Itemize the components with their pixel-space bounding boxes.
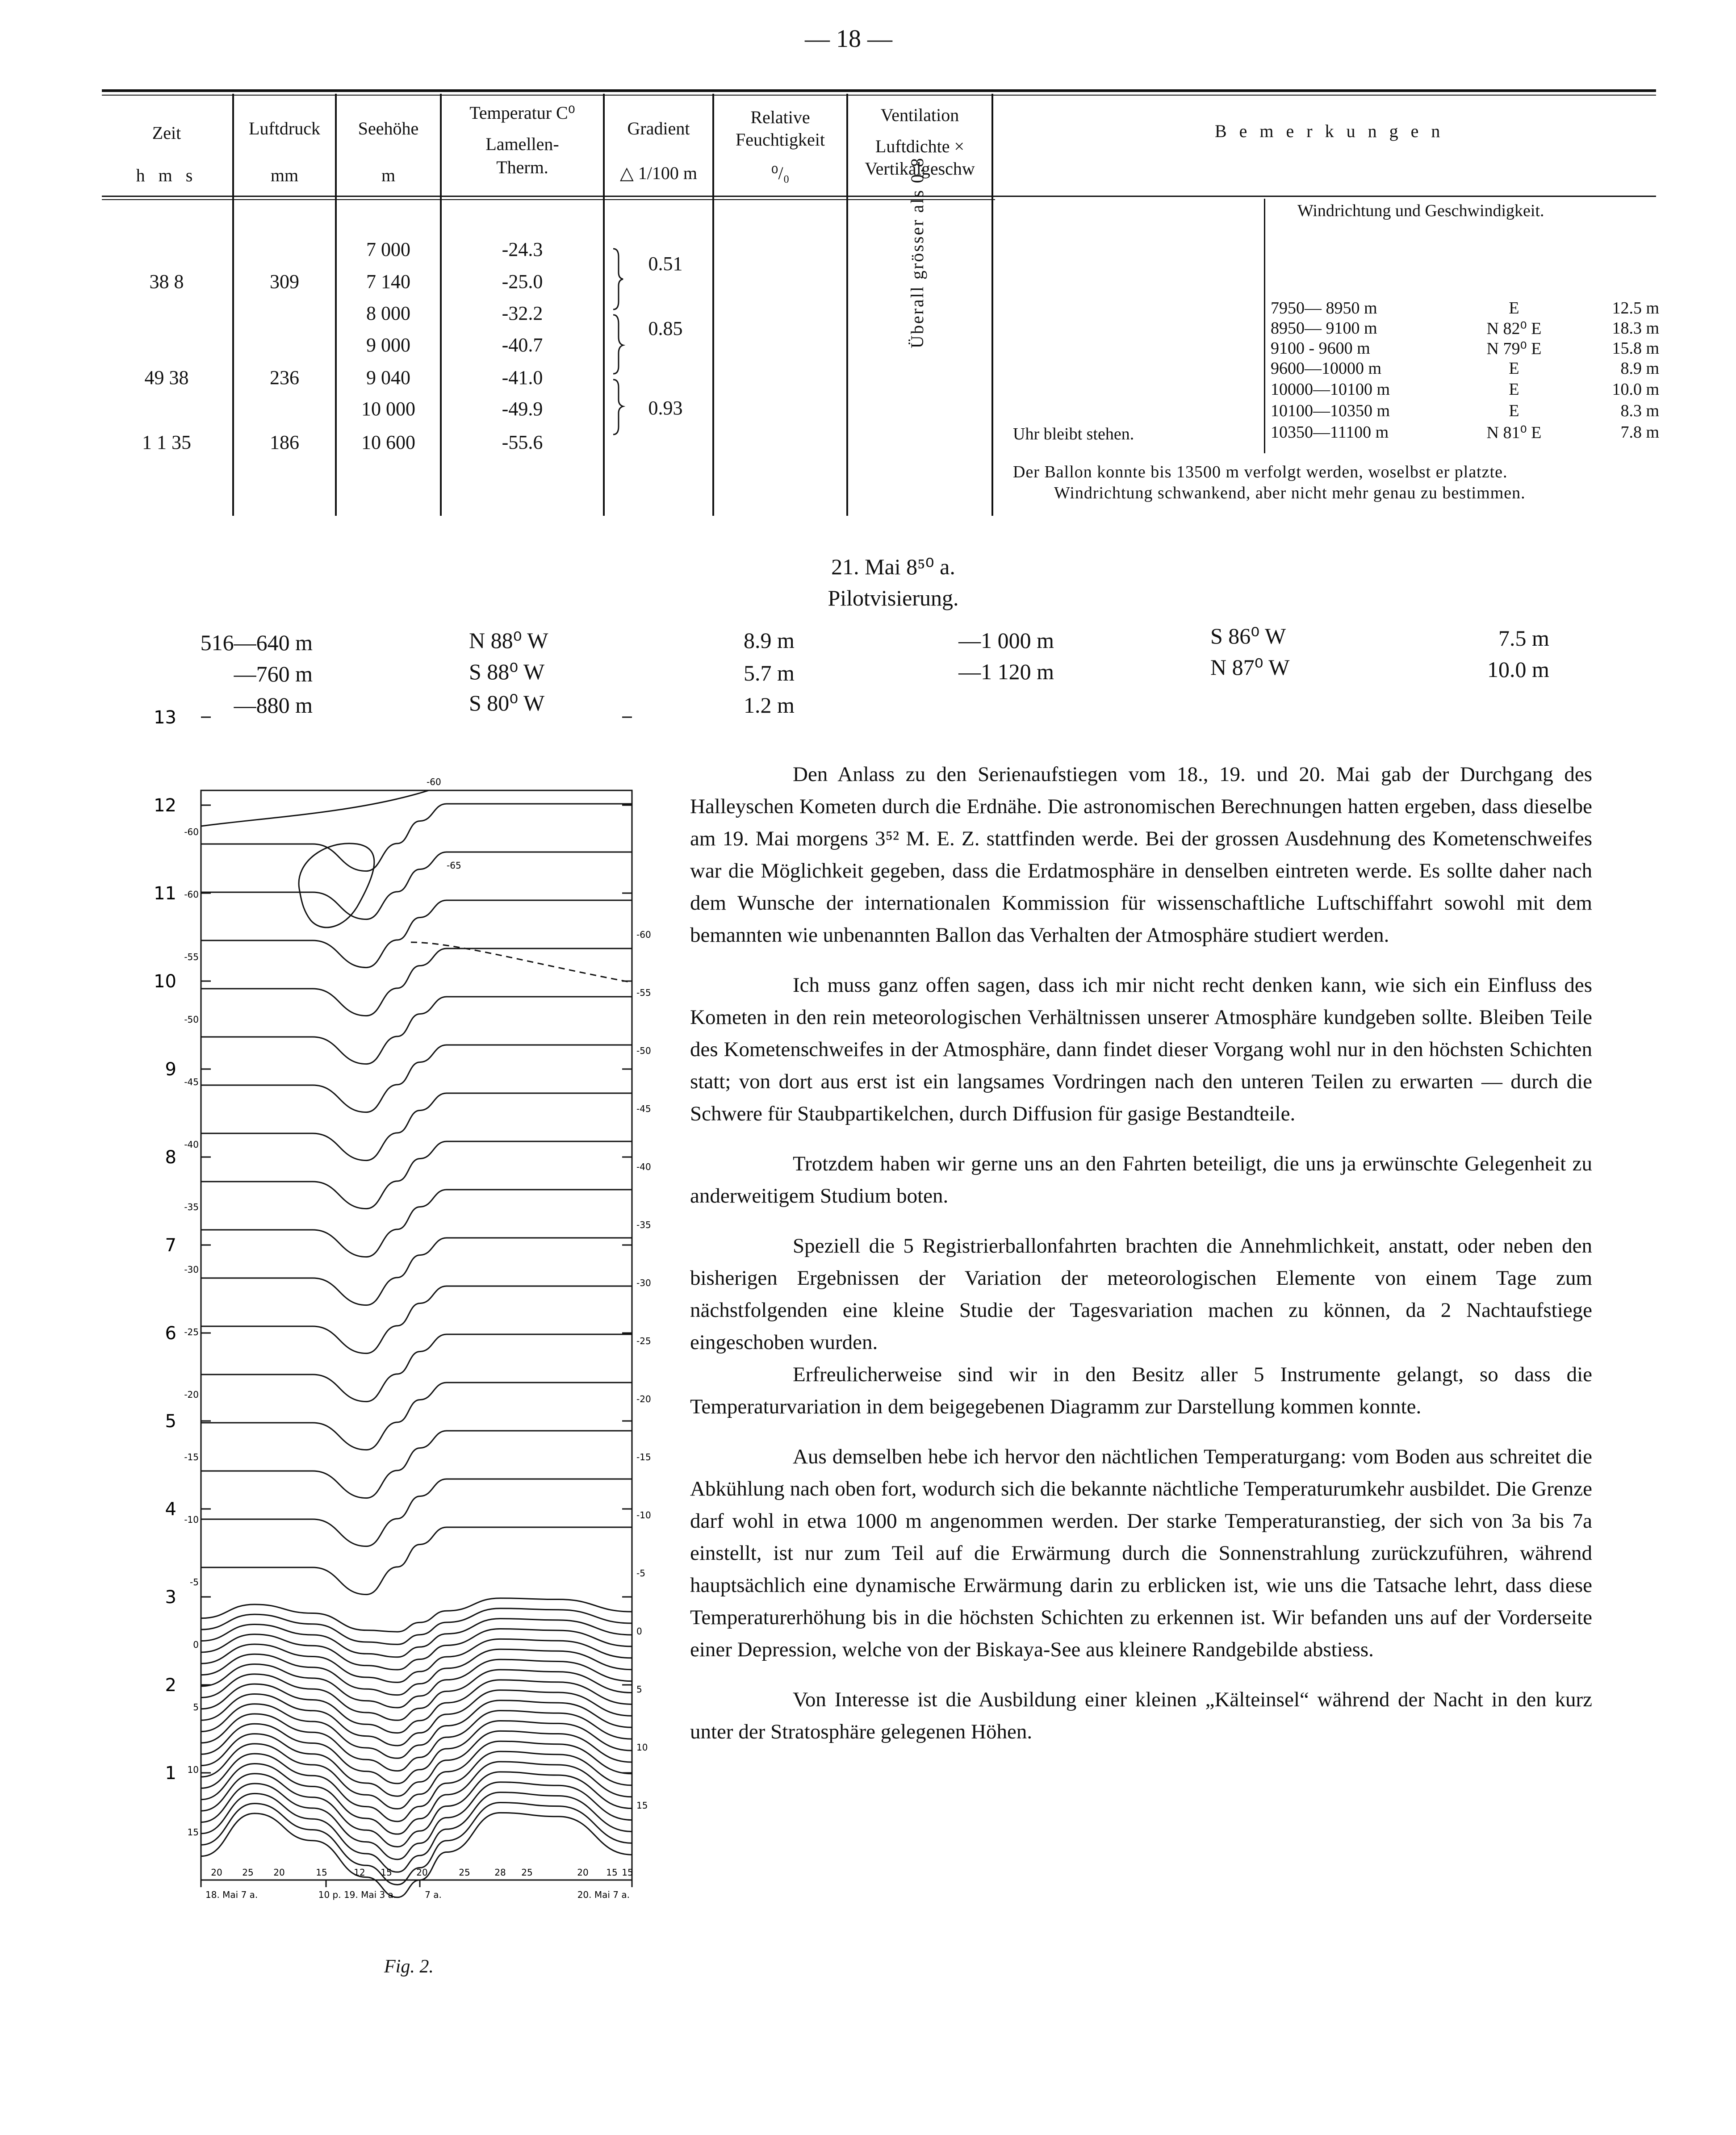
zeit-cell: 38 8 [149,271,184,292]
header-gradient-unit: △ 1/100 m [620,163,697,183]
paragraph: Trotzdem haben wir gerne uns an den Fahrten beteiligt, die uns ja erwünschte Gelegenheit zu anderweitigem Studium boten. [690,1152,1592,1207]
gradient-cell: 0.85 [648,318,683,339]
isotherm [201,852,632,919]
header-feucht-unit: ⁰/₀ [771,163,790,183]
isotherm [201,1711,632,1771]
left-temp-label: 5 [193,1702,199,1713]
bottom-value-label: 25 [459,1867,470,1878]
bottom-value-label: 20 [416,1867,428,1878]
header-therm: Therm. [496,157,548,177]
left-temp-label: -60 [184,827,199,837]
col-rule-6 [846,94,848,516]
header-zeit-unit: h m s [136,165,197,185]
pilot-dir: S 80⁰ W [469,690,545,715]
wind-range: 10100—10350 m [1271,401,1390,420]
left-temp-label: -55 [184,952,199,962]
left-temp-label: -45 [184,1077,199,1087]
y-tick-label: 9 [165,1059,176,1080]
isotherm [201,804,632,871]
isotherm [201,997,632,1064]
seehoehe-cell: 10 000 [361,398,415,420]
luftdruck-cell: 236 [270,367,299,389]
wind-dir: E [1509,299,1519,318]
bottom-value-label: 12 [354,1867,365,1878]
right-temp-label: -40 [636,1162,651,1172]
bottom-value-label: 20 [211,1867,222,1878]
pilot-speed: 10.0 m [1487,657,1549,682]
top-isotherm-label: -60 [427,777,441,787]
right-temp-label: -60 [636,929,651,940]
header-temperatur: Temperatur C⁰ [469,103,575,123]
left-temp-label: -40 [184,1139,199,1150]
right-temp-labels [636,929,651,1811]
cold-island-contour [299,844,374,928]
seehoehe-cell: 8 000 [366,302,410,324]
right-temp-label: -20 [636,1394,651,1404]
pilot-date: 21. Mai 8⁵⁰ a. [831,554,955,579]
wind-range: 10000—10100 m [1271,380,1390,399]
isotherm [201,1479,632,1546]
y-tick-label: 8 [165,1147,176,1168]
cold-island-label: -65 [447,860,461,871]
temperatur-cell: -32.2 [502,302,543,324]
temperatur-cell: -41.0 [502,367,543,389]
bottom-value-label: 15 [622,1867,633,1878]
zeit-cell: 1 1 35 [142,431,191,453]
page-number: — 18 — [805,25,892,53]
right-temp-label: 0 [636,1626,642,1637]
right-temp-label: -25 [636,1336,651,1346]
left-temp-label: -15 [184,1452,199,1462]
left-temp-label: 0 [193,1639,199,1650]
y-tick-label: 2 [165,1675,176,1696]
ballon-note-1: Der Ballon konnte bis 13500 m verfolgt werden, woselbst er platzte. [1013,463,1508,481]
header-luftdruck: Luftdruck [249,118,320,138]
gradient-braces [610,248,627,440]
header-gradient: Gradient [627,118,690,138]
col-rule-7 [991,94,993,516]
header-feuchtigkeit: Feuchtigkeit [736,130,825,150]
x-axis-labels [201,1880,632,1900]
isotherm [201,1431,632,1498]
left-temp-label: -25 [184,1327,199,1337]
isotherm [201,900,632,968]
isotherm [201,1721,632,1783]
left-temp-label: -5 [190,1577,199,1588]
pilot-title: Pilotvisierung. [828,585,959,610]
wind-dir: E [1509,380,1519,399]
paragraph: Ich muss ganz offen sagen, dass ich mir nicht recht denken kann, wie sich ein Einfluss des Kometen in den rein meteorologischen Verhältnissen unserer Atmosphäre kundgeben sollte. Bleiben Teile des Kometenschweifes in der Atmosphäre, dann findet dieser Vorgang wohl nur in den höchsten Schichten statt; von dort aus erst ist ein langsames Vordringen nach den unteren Teilen zu erwarten — durch die Schwere für Staubpartikelchen, durch Diffusion für gasige Bestandteile. [690,973,1592,1125]
left-temp-label: -20 [184,1389,199,1400]
left-temp-label: -35 [184,1202,199,1212]
wind-speed: 8.9 m [1620,359,1659,378]
header-bemerkungen: Bemerkungen [1215,121,1453,141]
header-luftdichte: Luftdichte × [875,136,965,156]
temperatur-cell: -25.0 [502,271,543,292]
header-lamellen: Lamellen- [485,134,559,154]
right-temp-label: 15 [636,1800,648,1811]
wind-dir: E [1509,401,1519,420]
wind-title: Windrichtung und Geschwindigkeit. [1297,201,1544,220]
wind-range: 8950— 9100 m [1271,319,1377,338]
wind-range: 7950— 8950 m [1271,299,1377,318]
paragraph: Von Interesse ist die Ausbildung einer kleinen „Kälteinsel“ während der Nacht in den kurz unter der Stratosphäre gelegenen Höhen. [690,1688,1592,1743]
isotherm [201,1141,632,1209]
isotherm [201,1782,632,1859]
pilot-dir: S 88⁰ W [469,659,545,684]
bottom-value-label: 28 [494,1867,506,1878]
x-axis-label: 10 p. 19. Mai 3 a. [318,1889,397,1900]
header-seehoehe-unit: m [381,165,396,185]
wind-speed: 8.3 m [1620,401,1659,420]
left-temp-label: -60 [184,889,199,900]
temperatur-cell: -49.9 [502,398,543,420]
pilot-speed: 8.9 m [744,628,795,653]
header-vertikalgeschw: Vertikalgeschw [865,159,975,179]
y-tick-label: 10 [154,971,176,992]
bottom-value-label: 20 [577,1867,589,1878]
isotherm [201,1527,632,1595]
pilot-dir: N 87⁰ W [1210,655,1290,680]
x-axis-label: 18. Mai 7 a. [205,1889,258,1900]
right-temp-label: -10 [636,1510,651,1521]
wind-range: 9600—10000 m [1271,359,1382,378]
isotherm [201,1762,632,1834]
wind-speed: 12.5 m [1612,299,1659,318]
temperatur-cell: -24.3 [502,238,543,260]
wind-speed: 15.8 m [1612,339,1659,358]
paragraph: Den Anlass zu den Serienaufstiegen vom 18., 19. und 20. Mai gab der Durchgang des Halleyschen Kometen durch die Erdnähe. Die astronomischen Berechnungen hatten ergeben, dass dieselbe am 19. Mai morgens 3⁵² M. E. Z. stattfinden werde. Bei der grossen Ausdehnung des Kometenschweifes war die Möglichkeit gegeben, dass die Erdatmosphäre in denselben eintreten werde. Es sollte daher nach dem Wunsche der internationalen Kommission für wissenschaftliche Luftschiffahrt sowohl mit dem bemannten wie unbenannten Ballon das Verhalten der Atmosphäre studiert werden. [690,763,1592,947]
isotherm [201,1045,632,1112]
header-relative: Relative [750,107,810,127]
isotherm-diagram [134,707,670,1943]
zeit-cell: 49 38 [144,367,189,389]
right-temp-label: -35 [636,1220,651,1230]
right-temp-label: -55 [636,987,651,998]
wind-speed: 10.0 m [1612,380,1659,399]
table-header-rule-2 [102,199,995,200]
seehoehe-cell: 10 600 [361,431,415,453]
left-temp-labels [184,827,199,1838]
uhr-note: Uhr bleibt stehen. [1013,425,1134,443]
y-tick-label: 4 [165,1499,176,1520]
pilot-dir: N 88⁰ W [469,628,548,653]
isotherm [201,1383,632,1450]
isotherm [201,1093,632,1161]
pilot-dir: S 86⁰ W [1210,623,1286,648]
bottom-value-label: 25 [521,1867,533,1878]
figure-caption: Fig. 2. [384,1956,434,1977]
isotherm [201,1813,632,1897]
pilot-speed: 5.7 m [744,660,795,685]
isotherm [201,1772,632,1847]
pilot-range: —1 000 m [958,628,1054,653]
ventilation-note: Überall grösser als 0.8 [907,157,927,348]
right-temp-label: -45 [636,1103,651,1114]
ballon-note-2: Windrichtung schwankend, aber nicht mehr genau zu bestimmen. [1054,484,1526,502]
bottom-value-label: 15 [316,1867,327,1878]
header-seehoehe: Seehöhe [358,118,419,138]
col-rule-5 [712,94,714,516]
wind-range: 9100 - 9600 m [1271,339,1370,358]
y-tick-label: 3 [165,1587,176,1608]
bottom-value-label: 15 [606,1867,618,1878]
pilot-range: 516—640 m [200,630,313,655]
pilot-speed: 7.5 m [1498,626,1549,651]
table-top-rule [102,89,1656,92]
temperatur-cell: -55.6 [502,431,543,453]
left-temp-label: -30 [184,1264,199,1275]
luftdruck-cell: 186 [270,431,299,453]
isotherm [201,948,632,1016]
right-temp-label: 5 [636,1684,642,1695]
header-luftdruck-unit: mm [270,165,299,185]
paragraph: Aus demselben hebe ich hervor den nächtlichen Temperaturgang: vom Boden aus schreitet die Abkühlung nach oben fort, wodurch sich die bekannte nächtliche Temperaturumkehr ausbildet. Die Grenze darf wohl in etwa 1000 m angenommen werden. Der starke Temperaturanstieg, der sich von 3a bis 7a einstellt, ist nur zum Teil auf die Erwärmung durch die Sonnenstrahlung zurückzuführen, während hauptsächlich eine dynamische Erwärmung darin zu erblicken ist, wie uns die Tatsache lehrt, dass diese Temperaturerhöhung bis in die höchsten Schichten zu erkennen ist. Wir befanden uns auf der Vorderseite einer Depression, welche von der Biskaya-See aus kleinere Randgebilde abstiess. [690,1445,1592,1661]
wind-speed: 7.8 m [1620,423,1659,442]
wind-speed: 18.3 m [1612,319,1659,338]
right-temp-label: -50 [636,1045,651,1056]
gradient-cell: 0.51 [648,253,683,275]
pilot-range: —760 m [234,661,313,686]
isotherm [201,1609,632,1645]
y-axis-ticks [154,707,632,1784]
y-tick-label: 1 [165,1763,176,1784]
y-tick-label: 12 [154,795,176,816]
seehoehe-cell: 7 140 [366,271,410,292]
y-tick-label: 7 [165,1235,176,1256]
bottom-value-label: 25 [242,1867,254,1878]
pilot-speed: 1.2 m [744,693,795,718]
seehoehe-cell: 7 000 [366,238,410,260]
isotherm [201,1190,632,1257]
y-tick-label: 13 [154,707,176,728]
left-temp-label: -50 [184,1014,199,1025]
left-temp-label: 15 [187,1827,199,1838]
header-zeit: Zeit [152,123,181,143]
seehoehe-cell: 9 040 [366,367,410,389]
x-axis-label: 20. Mai 7 a. [577,1889,630,1900]
wind-dir: N 82⁰ E [1486,319,1542,338]
isotherm [201,1286,632,1354]
right-temp-label: -30 [636,1278,651,1288]
paragraph: Speziell die 5 Registrierballonfahrten brachten die Annehmlichkeit, anstatt, oder neben den bisherigen Ergebnissen der Variation der meteorologischen Elemente von einem Tage zum nächstfolgenden eine kleine Studie der Tagesvariation machen zu können, da 2 Nachtaufstiege eingeschoben wurden. [690,1234,1592,1354]
isotherm [201,1238,632,1305]
left-temp-label: -10 [184,1514,199,1525]
wind-dir: N 79⁰ E [1486,339,1542,358]
isotherm-lines [201,790,632,1897]
diagram-frame [201,790,632,1880]
isotherm [201,1690,632,1746]
left-temp-label: 10 [187,1764,199,1775]
wind-range: 10350—11100 m [1271,423,1389,442]
wind-dir: N 81⁰ E [1486,423,1542,442]
right-temp-label: -15 [636,1452,651,1462]
temperatur-cell: -40.7 [502,334,543,356]
right-temp-label: -5 [636,1568,645,1579]
seehoehe-cell: 9 000 [366,334,410,356]
isotherm [201,790,429,826]
wind-dir: E [1509,359,1519,378]
wind-col-rule [1264,199,1265,453]
bottom-value-label: 20 [273,1867,285,1878]
paragraph: Erfreulicherweise sind wir in den Besitz aller 5 Instrumente gelangt, so dass die Temperaturvariation in dem beigegebenen Diagramm zur Darstellung kommen konnte. [690,1363,1592,1418]
gradient-cell: 0.93 [648,397,683,419]
header-ventilation: Ventilation [880,105,959,125]
y-tick-label: 11 [154,883,176,904]
luftdruck-cell: 309 [270,271,299,292]
right-temp-label: 10 [636,1742,648,1753]
pilot-range: —1 120 m [958,659,1054,684]
body-text [690,758,1592,1748]
isotherm [201,1639,632,1682]
bottom-value-labels [211,1867,633,1878]
pilot-range: —880 m [234,693,313,718]
bottom-value-label: 15 [381,1867,392,1878]
y-tick-label: 5 [165,1411,176,1432]
isotherm [201,1334,632,1402]
y-tick-label: 6 [165,1323,176,1344]
x-axis-label: 7 a. [425,1889,442,1900]
